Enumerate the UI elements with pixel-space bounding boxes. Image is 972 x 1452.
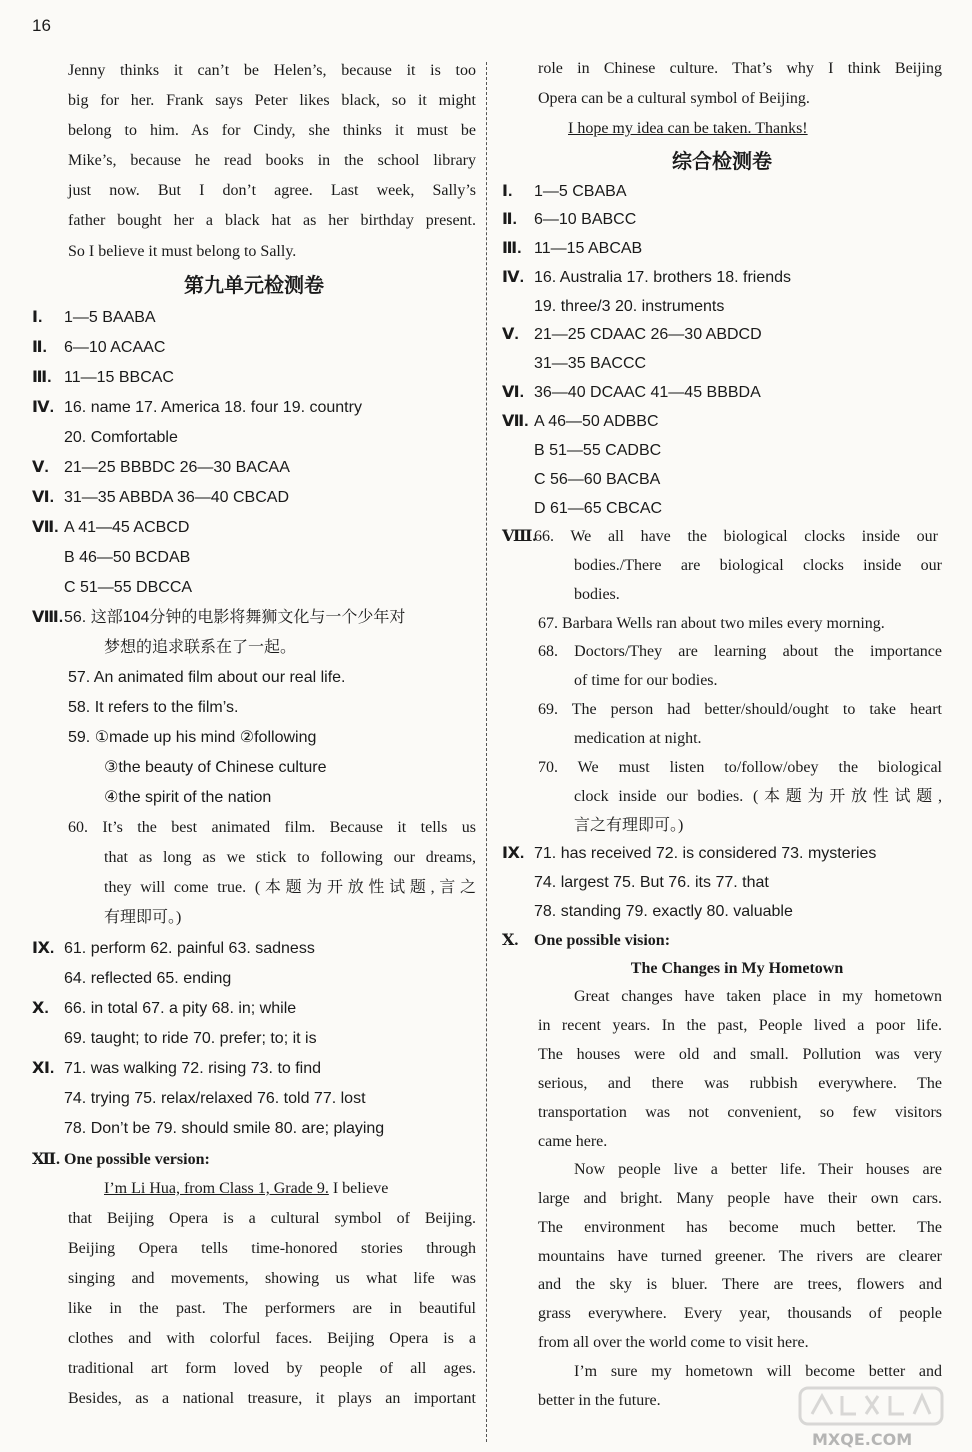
section-numeral: Ⅳ. bbox=[502, 269, 525, 286]
q59-line: ④the spirit of the nation bbox=[104, 789, 272, 806]
q60-line: 60. It’s the best animated film. Because it tells us bbox=[68, 819, 476, 836]
q70-line: 言之有理即可。) bbox=[574, 817, 684, 834]
answer-row bbox=[502, 839, 942, 869]
answer-row bbox=[32, 994, 476, 1024]
answer-text: B 46—50 BCDAB bbox=[64, 549, 191, 566]
essay-line: Opera can be a cultural symbol of Beijing. bbox=[538, 90, 810, 107]
unit9-test-title: 第九单元检测卷 bbox=[184, 273, 324, 297]
intro-line: just now. But I don’t agree. Last week, Sally’s bbox=[68, 182, 476, 199]
section-numeral: Ⅵ. bbox=[502, 384, 525, 401]
q57-line: 57. An animated film about our real life. bbox=[68, 669, 346, 686]
q66-line: bodies./There are biological clocks inside our bbox=[574, 557, 942, 574]
answer-row bbox=[32, 333, 476, 363]
answer-text: 1—5 CBABA bbox=[534, 183, 627, 200]
essay-line: came here. bbox=[538, 1133, 608, 1150]
essay-line: I’m sure my hometown will become better and bbox=[574, 1363, 942, 1380]
section-numeral: Ⅳ. bbox=[32, 399, 55, 416]
question-number: 56. bbox=[64, 609, 87, 626]
intro-line: big for her. Frank says Peter likes black, so it might bbox=[68, 92, 476, 109]
answer-row bbox=[502, 868, 942, 898]
q56-line: 梦想的追求联系在了一起。 bbox=[104, 639, 297, 656]
intro-line: So I believe it must belong to Sally. bbox=[68, 243, 297, 260]
answer-text: 19. three/3 20. instruments bbox=[534, 298, 725, 315]
essay-line: mountains have turned greener. The rivers are clearer bbox=[538, 1248, 942, 1265]
section-numeral: Ⅻ. bbox=[32, 1151, 61, 1168]
answer-text: 31—35 BACCC bbox=[534, 355, 647, 372]
essay-line: The houses were old and small. Pollution was very bbox=[538, 1046, 942, 1063]
answer-text: 36—40 DCAAC 41—45 BBBDA bbox=[534, 384, 761, 401]
essay-line: serious, and there was rubbish everywhere. The bbox=[538, 1075, 942, 1092]
answer-row bbox=[32, 964, 476, 994]
answer-text: C 56—60 BACBA bbox=[534, 471, 661, 488]
essay-line: The environment has become much better. The bbox=[538, 1219, 942, 1236]
answer-row bbox=[32, 1114, 476, 1144]
answer-text: 21—25 CDAAC 26—30 ABDCD bbox=[534, 326, 762, 343]
essay-opening: I’m Li Hua, from Class 1, Grade 9. bbox=[104, 1180, 329, 1197]
answer-text: D 61—65 CBCAC bbox=[534, 500, 663, 517]
answer-text: 6—10 BABCC bbox=[534, 211, 637, 228]
essay-line: and the sky is bluer. There are trees, flowers and bbox=[538, 1276, 942, 1293]
answer-text: 71. has received 72. is considered 73. mysteries bbox=[534, 845, 877, 862]
essay-line: like in the past. The performers are in beautiful bbox=[68, 1300, 476, 1317]
section-numeral: Ⅺ. bbox=[32, 1060, 55, 1077]
q69-line: 69. The person had better/should/ought to take heart bbox=[538, 701, 942, 718]
section-numeral: Ⅲ. bbox=[32, 369, 52, 386]
answer-text: B 51—55 CADBC bbox=[534, 442, 662, 459]
answer-text: 74. trying 75. relax/relaxed 76. told 77. lost bbox=[64, 1090, 366, 1107]
answer-row bbox=[32, 934, 476, 964]
answer-text: 21—25 BBBDC 26—30 BACAA bbox=[64, 459, 290, 476]
answer-row bbox=[502, 234, 942, 264]
section-numeral: Ⅸ. bbox=[32, 940, 55, 957]
intro-line: Mike’s, because he read books in the school library bbox=[68, 152, 476, 169]
essay-title: The Changes in My Hometown bbox=[630, 960, 844, 977]
section-numeral: Ⅰ. bbox=[32, 309, 43, 326]
answer-text: 16. name 17. America 18. four 19. country bbox=[64, 399, 362, 416]
answer-text: 61. perform 62. painful 63. sadness bbox=[64, 940, 315, 957]
section-numeral: Ⅲ. bbox=[502, 240, 522, 257]
answer-row bbox=[32, 363, 476, 393]
answer-row bbox=[502, 205, 942, 235]
section-numeral: Ⅷ. bbox=[32, 609, 64, 626]
q59-line: 59. ①made up his mind ②following bbox=[68, 729, 317, 746]
essay-line: Great changes have taken place in my hometown bbox=[574, 988, 942, 1005]
essay-line: clothes and with colorful faces. Beijing Opera is a bbox=[68, 1330, 476, 1347]
answer-row bbox=[502, 407, 942, 437]
essay-line: from all over the world come to visit here. bbox=[538, 1334, 809, 1351]
answer-row bbox=[32, 303, 476, 333]
answer-text: 11—15 BBCAC bbox=[64, 369, 174, 386]
q60-line: they will come true. (本题为开放性试题,言之 bbox=[104, 879, 476, 896]
answer-text: 1—5 BAABA bbox=[64, 309, 156, 326]
intro-line: belong to him. As for Cindy, she thinks it must be bbox=[68, 122, 476, 139]
essay-line: role in Chinese culture. That’s why I think Beijing bbox=[538, 60, 942, 77]
section-numeral: Ⅵ. bbox=[32, 489, 55, 506]
section-numeral: Ⅷ. bbox=[502, 528, 537, 545]
q60-line: that as long as we stick to following our dreams, bbox=[104, 849, 476, 866]
closing-text: I hope my idea can be taken. Thanks! bbox=[568, 120, 808, 137]
answer-row bbox=[502, 465, 942, 495]
section-numeral: Ⅰ. bbox=[502, 183, 513, 200]
essay-line: grass everywhere. Every year, thousands of people bbox=[538, 1305, 942, 1322]
essay-line: traditional art form loved by people of all ages. bbox=[68, 1360, 476, 1377]
q68-line: 68. Doctors/They are learning about the importance bbox=[538, 643, 942, 660]
essay-opening-tail: I believe bbox=[328, 1180, 389, 1197]
answer-text: 78. Don’t be 79. should smile 80. are; playing bbox=[64, 1120, 385, 1137]
essay-line: Now people live a better life. Their houses are bbox=[574, 1161, 942, 1178]
essay-line bbox=[32, 1174, 476, 1204]
answer-text: 69. taught; to ride 70. prefer; to; it is bbox=[64, 1030, 317, 1047]
answer-text: 66. We all have the biological clocks inside our bbox=[534, 528, 938, 545]
answer-text: 31—35 ABBDA 36—40 CBCAD bbox=[64, 489, 290, 506]
q70-line: 70. We must listen to/follow/obey the biological bbox=[538, 759, 942, 776]
answer-text: A 41—45 ACBCD bbox=[64, 519, 190, 536]
section-numeral: Ⅹ. bbox=[502, 932, 519, 949]
answer-text: 71. was walking 72. rising 73. to find bbox=[64, 1060, 322, 1077]
comprehensive-test-title: 综合检测卷 bbox=[672, 149, 772, 173]
answer-row bbox=[32, 1054, 476, 1084]
answer-row bbox=[32, 483, 476, 513]
page-number: 16 bbox=[32, 16, 51, 35]
essay-line: Beijing Opera tells time-honored stories through bbox=[68, 1240, 476, 1257]
essay-line: better in the future. bbox=[538, 1392, 661, 1409]
answer-row bbox=[32, 573, 476, 603]
answer-row bbox=[32, 453, 476, 483]
q56-line bbox=[32, 603, 476, 633]
answer-text: 这部104分钟的电影将舞狮文化与一个少年对 bbox=[90, 609, 406, 626]
answer-text: 74. largest 75. But 76. its 77. that bbox=[534, 874, 769, 891]
x-heading bbox=[502, 926, 942, 956]
section-numeral: Ⅴ. bbox=[32, 459, 49, 476]
version-label: One possible version: bbox=[64, 1151, 210, 1168]
answer-row bbox=[502, 436, 942, 466]
q70-line: clock inside our bodies. (本题为开放性试题, bbox=[574, 788, 942, 805]
answer-text: C 51—55 DBCCA bbox=[64, 579, 193, 596]
answer-row bbox=[32, 543, 476, 573]
q66-line bbox=[502, 522, 942, 552]
q68-line: of time for our bodies. bbox=[574, 672, 718, 689]
answer-row bbox=[502, 292, 942, 322]
q67-line: 67. Barbara Wells ran about two miles every morning. bbox=[538, 615, 885, 632]
answer-row bbox=[32, 1084, 476, 1114]
essay-closing bbox=[502, 114, 942, 144]
section-numeral: Ⅹ. bbox=[32, 1000, 49, 1017]
section-numeral: Ⅸ. bbox=[502, 845, 525, 862]
answer-row bbox=[502, 378, 942, 408]
q60-line: 有理即可。) bbox=[104, 909, 182, 926]
answer-row bbox=[502, 897, 942, 927]
q66-line: bodies. bbox=[574, 586, 620, 603]
answer-row bbox=[502, 263, 942, 293]
column-divider bbox=[486, 62, 487, 1442]
answer-row bbox=[32, 513, 476, 543]
answer-text: 11—15 ABCAB bbox=[534, 240, 643, 257]
essay-line: transportation was not convenient, so few visitors bbox=[538, 1104, 942, 1121]
section-numeral: Ⅴ. bbox=[502, 326, 519, 343]
answer-text: A 46—50 ADBBC bbox=[534, 413, 659, 430]
answer-row bbox=[32, 423, 476, 453]
section-numeral: Ⅶ. bbox=[32, 519, 59, 536]
answer-text: 16. Australia 17. brothers 18. friends bbox=[534, 269, 792, 286]
essay-line: that Beijing Opera is a cultural symbol of Beijing. bbox=[68, 1210, 476, 1227]
q69-line: medication at night. bbox=[574, 730, 702, 747]
section-numeral: Ⅶ. bbox=[502, 413, 529, 430]
answer-row bbox=[502, 320, 942, 350]
answer-text: 78. standing 79. exactly 80. valuable bbox=[534, 903, 793, 920]
answer-row bbox=[502, 494, 942, 524]
answer-text: 64. reflected 65. ending bbox=[64, 970, 232, 987]
intro-line: father bought her a black hat as her birthday present. bbox=[68, 212, 476, 229]
answer-text: 66. in total 67. a pity 68. in; while bbox=[64, 1000, 297, 1017]
answer-row bbox=[502, 177, 942, 207]
intro-line: Jenny thinks it can’t be Helen’s, because it is too bbox=[68, 62, 476, 79]
essay-line: singing and movements, showing us what life was bbox=[68, 1270, 476, 1287]
answer-row bbox=[32, 1024, 476, 1054]
answer-text: 20. Comfortable bbox=[64, 429, 178, 446]
answer-row bbox=[502, 349, 942, 379]
section-numeral: Ⅱ. bbox=[32, 339, 47, 356]
xii-heading bbox=[32, 1145, 476, 1175]
version-label: One possible vision: bbox=[534, 932, 671, 949]
essay-line: Besides, as a national treasure, it plays an important bbox=[68, 1390, 476, 1407]
essay-line: large and bright. Many people have their own cars. bbox=[538, 1190, 942, 1207]
answer-row bbox=[32, 393, 476, 423]
essay-line: in recent years. In the past, People lived a poor life. bbox=[538, 1017, 942, 1034]
answer-text: 6—10 ACAAC bbox=[64, 339, 166, 356]
q58-line: 58. It refers to the film’s. bbox=[68, 699, 239, 716]
q59-line: ③the beauty of Chinese culture bbox=[104, 759, 327, 776]
watermark-text: MXQE.COM bbox=[812, 1430, 913, 1449]
section-numeral: Ⅱ. bbox=[502, 211, 517, 228]
